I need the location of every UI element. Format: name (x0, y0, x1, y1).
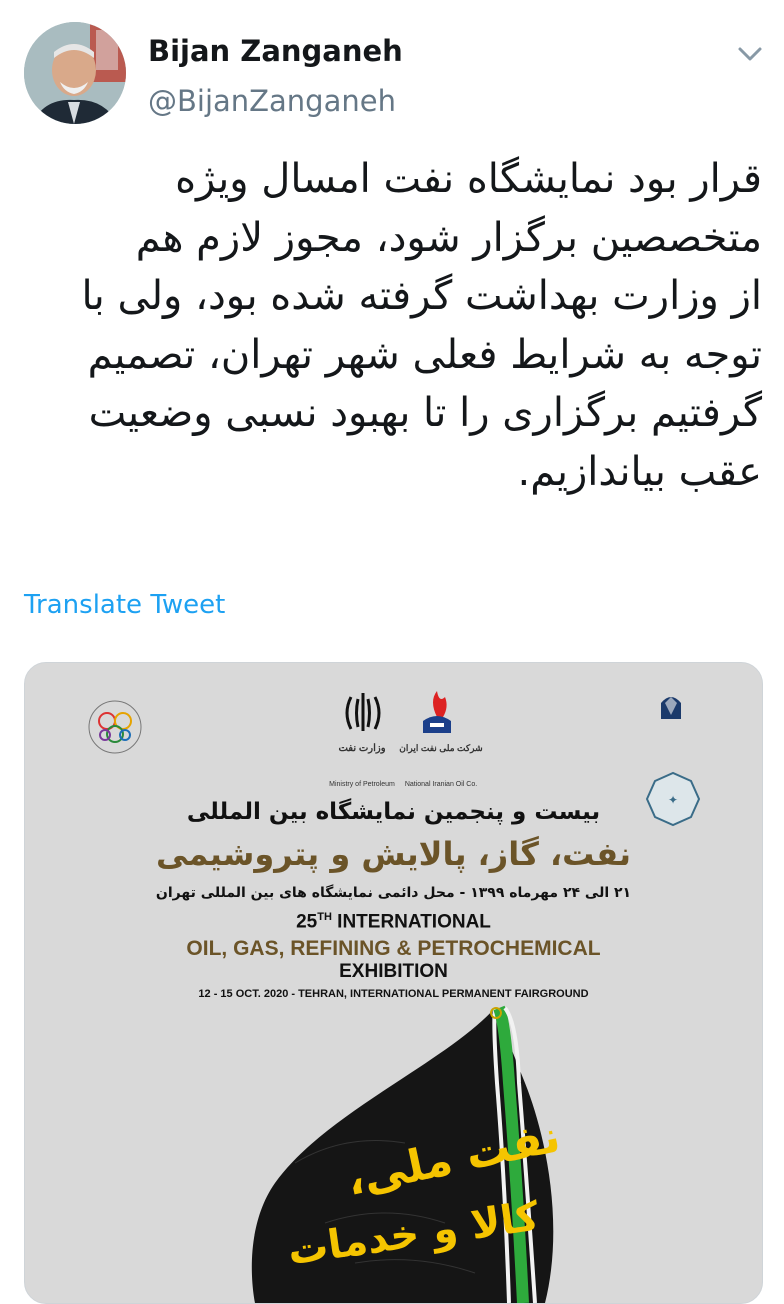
author-avatar[interactable] (24, 22, 126, 124)
tweet-media-image[interactable] (24, 662, 763, 1304)
avatar-photo (24, 22, 126, 124)
tweet-line: توجه به شرایط فعلی شهر تهران، تصمیم (87, 331, 762, 378)
chevron-down-icon[interactable] (734, 38, 766, 70)
title-en-international: INTERNATIONAL (331, 911, 491, 933)
tweet-line: عقب بیاندازیم. (517, 448, 762, 495)
nioc-name-fa: شرکت ملی نفت ایران (399, 743, 483, 753)
poster-title-en-3: EXHIBITION (339, 961, 448, 982)
nioc-logo-icon (423, 691, 451, 733)
tweet-line: از وزارت بهداشت گرفته شده بود، ولی با (81, 273, 762, 319)
iie-logo-icon (661, 697, 681, 719)
poster-title-fa-1: بیست و پنجمین نمایشگاه بین المللی (186, 799, 601, 825)
tweet-text (22, 150, 762, 501)
tweet-line: گرفتیم برگزاری را تا بهبود نسبی وضعیت (88, 390, 762, 436)
ministry-caption: Ministry of Petroleum (329, 781, 395, 788)
nioc-caption: National Iranian Oil Co. (404, 781, 478, 788)
poster-artwork (25, 663, 762, 1303)
iran-emblem-icon (347, 693, 379, 731)
author-handle[interactable]: @BijanZanganeh (148, 84, 396, 118)
poster-date-fa: ۲۱ الی ۲۴ مهرماه ۱۳۹۹ - محل دائمی نمایشگاه های بین المللی تهران (155, 885, 632, 901)
tweet-line: قرار بود نمایشگاه نفت امسال ویژه (175, 156, 762, 202)
author-name[interactable]: Bijan Zanganeh (148, 34, 403, 68)
ministry-name-fa: وزارت نفت (338, 743, 386, 754)
poster-slogan-1: نفت ملی، (342, 1111, 565, 1206)
edition-number: 25 (296, 911, 318, 933)
poster-title-en-1 (25, 911, 762, 933)
poster-title-en-2: OIL, GAS, REFINING & PETROCHEMICAL (186, 937, 601, 960)
svg-text:✦: ✦ (667, 793, 679, 807)
translate-tweet-link[interactable]: Translate Tweet (24, 590, 226, 620)
edition-suffix: TH (317, 911, 332, 923)
poster-title-fa-2: نفت، گاز، پالایش و پتروشیمی (155, 835, 632, 873)
tpo-logo-icon (89, 701, 141, 753)
tweet-line: متخصصین برگزار شود، مجوز لازم هم (135, 214, 762, 261)
poster-date-en: 12 - 15 OCT. 2020 - TEHRAN, INTERNATIONAL PERMANENT FAIRGROUND (198, 988, 589, 1000)
poster-slogan-2: کالا و خدمات (285, 1193, 542, 1275)
